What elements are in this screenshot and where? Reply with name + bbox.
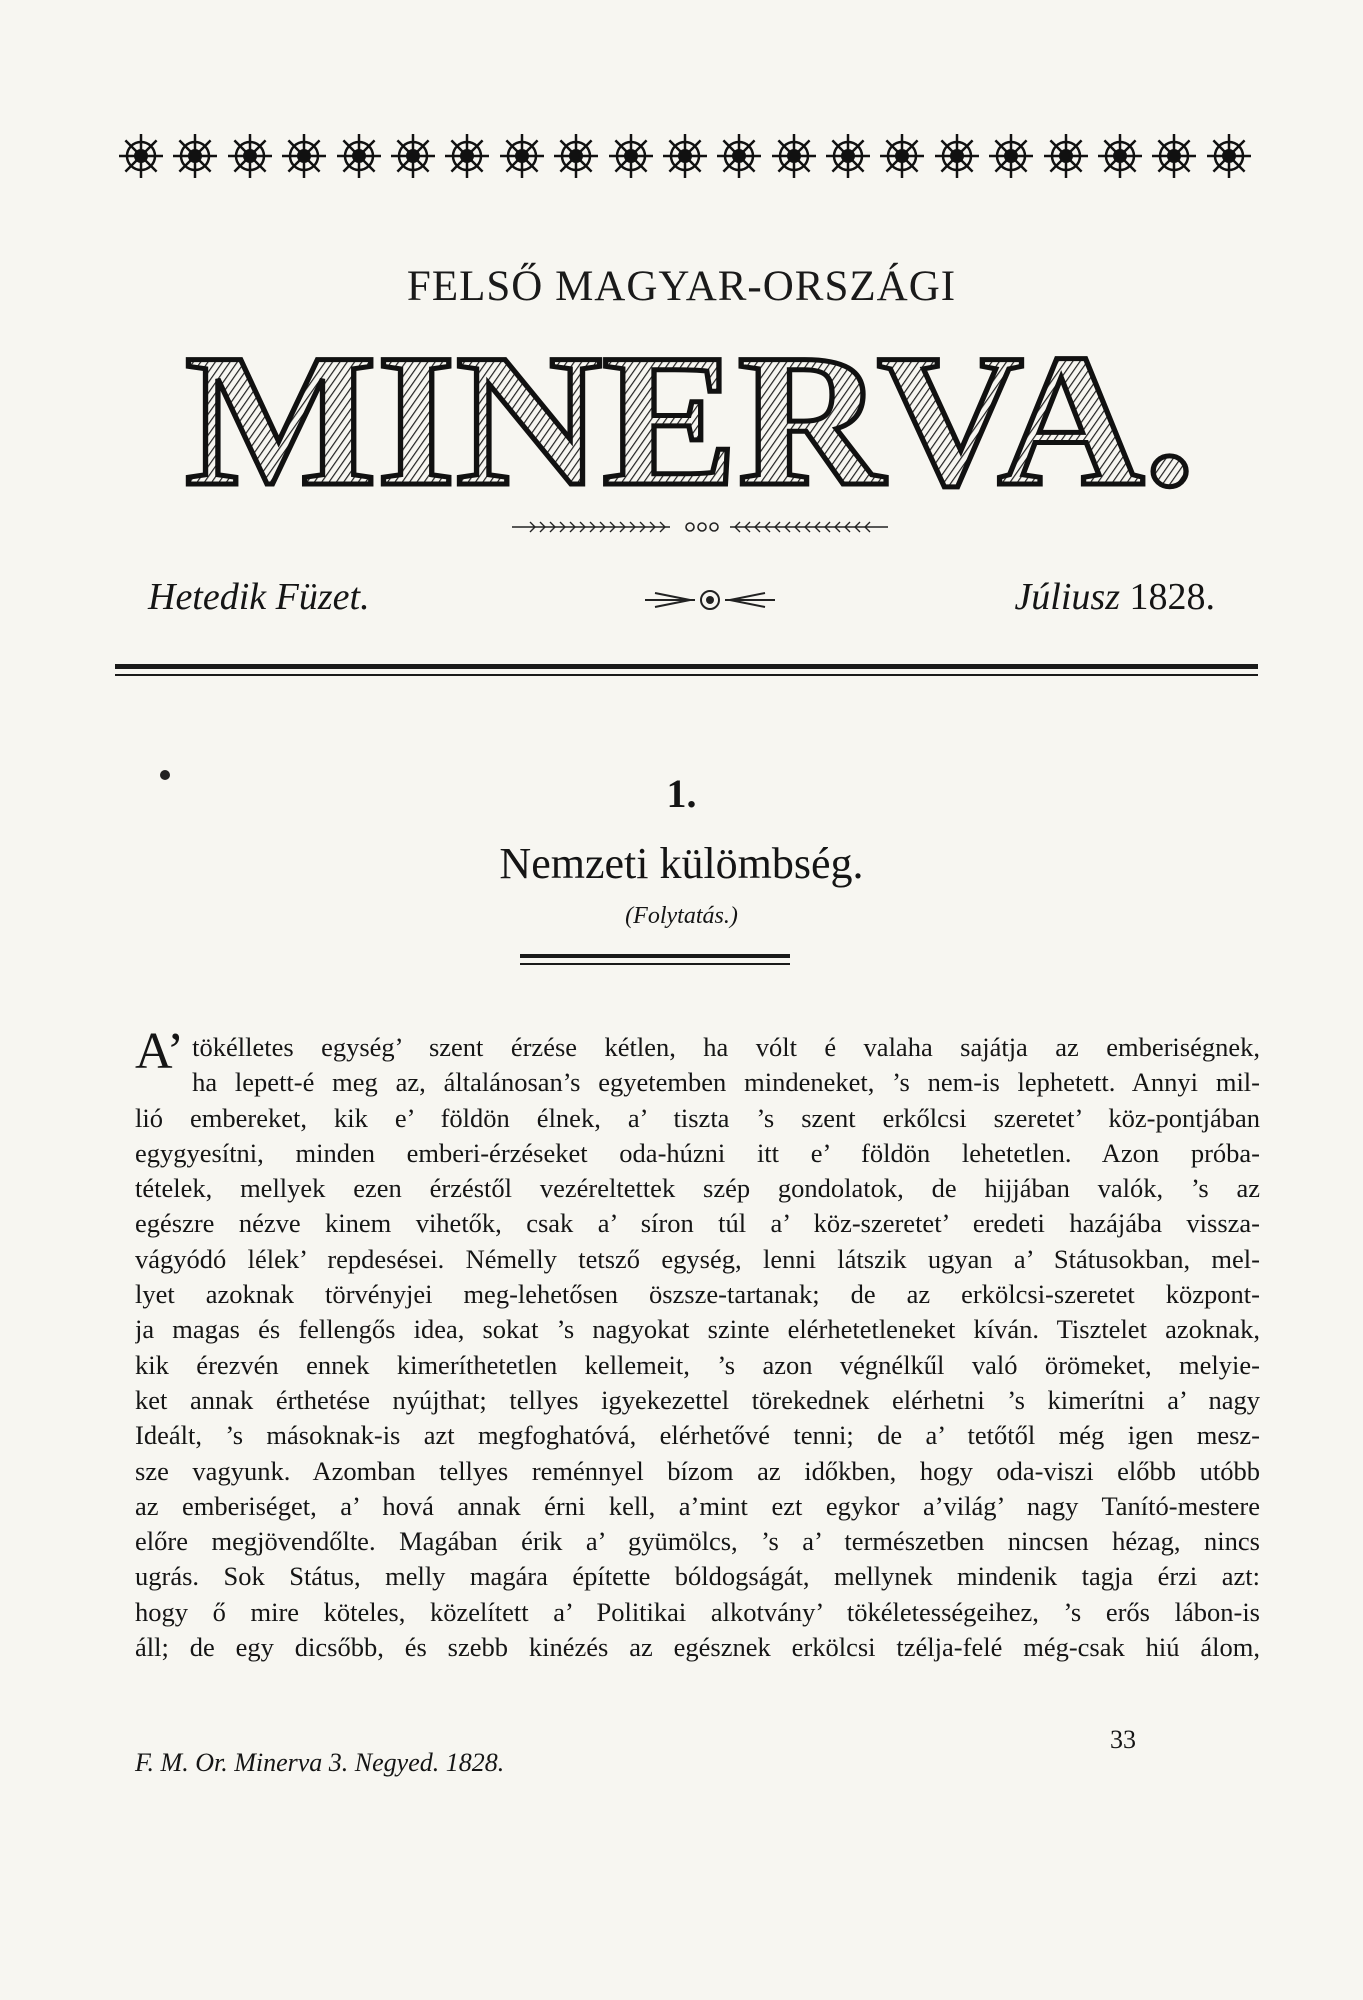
issue-date: [1014, 575, 1215, 619]
body-line: egygyesítni, minden emberi-érzéseket oda-húzni itt e’ földön lehetetlen. Azon próba-: [135, 1137, 1260, 1168]
ornament-flower-icon: [496, 130, 548, 182]
body-line: tételek, mellyek ezen érzéstől vezéreltettek szép gondolatok, de hijjában valók, ’s az: [135, 1173, 1260, 1204]
footer-signature: F. M. Or. Minerva 3. Negyed. 1828.: [135, 1748, 505, 1777]
article-subtitle: (Folytatás.): [625, 903, 738, 929]
arrow-rule-icon: [510, 520, 890, 532]
body-line: tökélletes egység’ szent érzése kétlen, ha vólt é valaha sajátja az emberiségnek,: [192, 1032, 1260, 1062]
body-line: ket annak érthetése nyújthat; tellyes igyekezettel törekednek elérhetni ’s kimerítni a’ nagy: [135, 1384, 1260, 1415]
body-line: lió embereket, kik e’ földön élnek, a’ tiszta ’s szent erkőlcsi szeretet’ köz-pontjában: [135, 1102, 1260, 1133]
ornament-flower-icon: [387, 130, 439, 182]
ornament-flower-icon: [224, 130, 276, 182]
body-line: sze vagyunk. Azomban tellyes reménnyel bízom az időkben, hogy oda-viszi előbb utóbb: [135, 1455, 1260, 1486]
ornament-flower-icon: [931, 130, 983, 182]
issue-row: [0, 575, 1363, 635]
masthead-title: [170, 342, 1210, 502]
issue-number: Hetedik Füzet.: [148, 576, 370, 618]
footer: [135, 1748, 1260, 1788]
body-line: Ideált, ’s másoknak-is azt megfoghatóvá, elérhetővé tenni; de a’ tetőtől még igen mesz-: [135, 1420, 1260, 1451]
ornament-flower-icon: [605, 130, 657, 182]
body-line: vágyódó lélek’ repdesései. Némelly tetsző egység, lenni látszik ugyan a’ Státusokban, mel-: [135, 1243, 1260, 1274]
body-line: az emberiséget, a’ hová annak érni kell, a’mint ezt egykor a’világ’ nagy Tanító-mestere: [135, 1490, 1260, 1521]
body-line: hogy ő mire köteles, közelített a’ Politikai alkotvány’ tökéletességeihez, ’s erős lábon-is: [135, 1596, 1260, 1627]
body-line: kik érezvén ennek kimeríthetetlen kellemeit, ’s azon végnélkűl való örömeket, melyie-: [135, 1349, 1260, 1380]
ornament-flower-icon: [822, 130, 874, 182]
ornament-flower-icon: [278, 130, 330, 182]
ornament-flower-icon: [985, 130, 1037, 182]
body-line: egészre nézve kinem vihetők, csak a’ síron túl a’ köz-szeretet’ eredeti hazájába vissza-: [135, 1208, 1260, 1239]
ornament-flower-icon: [169, 130, 221, 182]
ornament-flower-icon: [768, 130, 820, 182]
body-line: ja magas és fellengős idea, sokat ’s nagyokat szinte elérhetetleneket kíván. Tisztelet azoknak,: [135, 1314, 1260, 1345]
ornament-flower-icon: [876, 130, 928, 182]
article-title: Nemzeti külömbség.: [499, 839, 864, 888]
page-number: 33: [1110, 1725, 1136, 1754]
ornament-flower-icon: [1040, 130, 1092, 182]
ornament-flower-icon: [659, 130, 711, 182]
issue-month: Júliusz: [1014, 576, 1120, 618]
ornament-flower-icon: [1203, 130, 1255, 182]
ornament-flower-icon: [713, 130, 765, 182]
double-rule: [115, 663, 1258, 681]
ornament-flower-icon: [550, 130, 602, 182]
ornament-flower-icon: [1094, 130, 1146, 182]
header-title-line: FELSŐ MAGYAR-ORSZÁGI: [406, 263, 957, 310]
subtitle-rule: [520, 952, 790, 970]
issue-year: 1828.: [1129, 576, 1215, 618]
body-line: előre megjövendőlte. Magában érik a’ gyümölcs, ’s a’ természetben nincsen hézag, nincs: [135, 1526, 1260, 1557]
body-line: ha lepett-é meg az, általánosan’s egyetemben mindeneket, ’s nem-is lephetett. Annyi mil-: [192, 1067, 1260, 1098]
vignette-icon: [640, 585, 780, 615]
ornament-flower-icon: [333, 130, 385, 182]
body-line: lyet azoknak törvényjei meg-lehetősen öszsze-tartanak; de az erkölcsi-szeretet központ-: [135, 1279, 1260, 1310]
ornament-flower-icon: [1148, 130, 1200, 182]
drop-cap: A’: [135, 1023, 185, 1080]
body-line: ugrás. Sok Státus, melly magára építette bóldogságát, mellynek mindenik tagja érzi azt:: [135, 1561, 1260, 1592]
article-body: [135, 1023, 1260, 1665]
ornament-flower-icon: [441, 130, 493, 182]
masthead-text: MINERVA.: [185, 342, 1195, 502]
ornament-flower-icon: [115, 130, 167, 182]
article-number: 1.: [666, 771, 697, 816]
body-line: áll; de egy dicsőbb, és szebb kinézés az egésznek erkölcsi tzélja-felé még-csak hiú álom,: [135, 1632, 1260, 1663]
ornamental-border: [115, 128, 1255, 184]
